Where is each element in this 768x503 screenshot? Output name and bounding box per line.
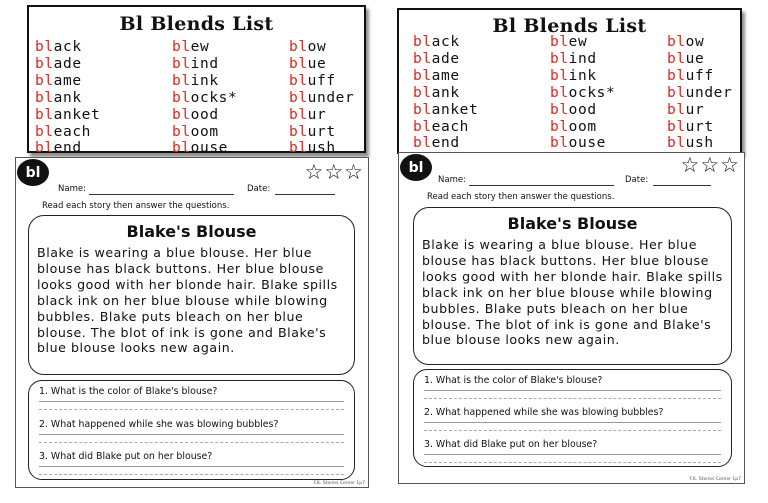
word-ending: ouse <box>190 140 228 157</box>
blend-word <box>550 102 667 119</box>
blend-word <box>172 90 289 107</box>
blend-prefix: bl <box>667 50 686 67</box>
name-label: Name: <box>58 184 86 194</box>
blend-prefix: bl <box>172 72 191 89</box>
word-ending: each <box>53 123 91 140</box>
blend-prefix: bl <box>667 34 686 50</box>
answer-line[interactable] <box>39 442 344 443</box>
footer-credit: F.K. Stories Corner 1p7 <box>689 477 741 482</box>
story-box <box>28 215 355 375</box>
blend-word <box>172 56 289 73</box>
blend-word <box>35 73 172 90</box>
blend-prefix: bl <box>172 55 191 72</box>
blend-word <box>550 119 667 136</box>
blend-prefix: bl <box>35 140 54 157</box>
blend-prefix: bl <box>550 135 569 152</box>
date-label: Date: <box>625 175 649 185</box>
blend-prefix: bl <box>172 106 191 123</box>
instructions: Read each story then answer the questions. <box>427 192 615 202</box>
blend-prefix: bl <box>667 135 686 152</box>
blend-prefix: bl <box>550 67 569 84</box>
blend-prefix: bl <box>550 50 569 67</box>
name-line[interactable] <box>89 194 234 195</box>
blend-prefix: bl <box>550 101 569 118</box>
answer-line[interactable] <box>424 390 721 391</box>
word-ending: ue <box>685 50 705 67</box>
word-ending: ow <box>307 39 327 55</box>
blends-list-right <box>397 8 742 154</box>
word-ending: ush <box>307 140 336 157</box>
blend-word <box>667 34 743 51</box>
answer-line[interactable] <box>39 401 344 402</box>
question-1: 1. What is the color of Blake's blouse? <box>424 375 603 386</box>
blend-word <box>35 90 172 107</box>
word-ending: ade <box>431 50 460 67</box>
blend-word <box>667 68 743 85</box>
blend-prefix: bl <box>550 118 569 135</box>
word-ending: ush <box>685 135 714 152</box>
blend-prefix: bl <box>413 135 432 152</box>
blend-prefix: bl <box>667 67 686 84</box>
blend-badge: bl <box>400 154 432 181</box>
question-2: 2. What happened while she was blowing bubbles? <box>39 419 279 430</box>
answer-line[interactable] <box>39 409 344 410</box>
blend-prefix: bl <box>550 84 569 101</box>
word-ending: ood <box>190 106 219 123</box>
story-text: Blake is wearing a blue blouse. Her blue blouse has black buttons. Her blue blouse looks good with her blonde hair. Blake spills black ink on her blue blouse while blowing bubbles. Blake puts bleach on her blue blouse. The blot of ink is gone and Blake's blue blouse looks new again. <box>37 245 338 356</box>
blend-word <box>289 39 365 56</box>
blend-word <box>550 68 667 85</box>
word-ending: oom <box>568 118 597 135</box>
blend-word <box>289 140 365 157</box>
word-ending: ade <box>53 55 82 72</box>
blend-word <box>413 34 550 51</box>
word-ending: ink <box>568 67 597 84</box>
blend-word <box>172 124 289 141</box>
blend-prefix: bl <box>289 140 308 157</box>
blend-word <box>35 140 172 157</box>
blend-prefix: bl <box>667 84 686 101</box>
blend-word <box>172 73 289 90</box>
blend-word <box>413 51 550 68</box>
worksheet-left <box>15 157 369 488</box>
blends-list-title: Bl Blends List <box>119 13 274 35</box>
question-1: 1. What is the color of Blake's blouse? <box>39 386 218 397</box>
answer-line[interactable] <box>39 434 344 435</box>
blend-prefix: bl <box>667 118 686 135</box>
word-ending: ank <box>431 84 460 101</box>
answer-line[interactable] <box>424 430 721 431</box>
blend-word <box>289 107 365 124</box>
word-ending: ow <box>685 34 705 50</box>
blend-prefix: bl <box>172 89 191 106</box>
question-2: 2. What happened while she was blowing bubbles? <box>424 407 664 418</box>
blend-prefix: bl <box>35 72 54 89</box>
blend-prefix: bl <box>667 101 686 118</box>
word-ending: anket <box>53 106 101 123</box>
worksheet-right <box>398 152 745 484</box>
blends-list-left <box>27 5 366 157</box>
blend-word <box>289 124 365 141</box>
blend-prefix: bl <box>413 34 432 50</box>
blend-prefix: bl <box>35 55 54 72</box>
blend-prefix: bl <box>550 34 569 50</box>
word-ending: ood <box>568 101 597 118</box>
word-ending: each <box>431 118 469 135</box>
blend-prefix: bl <box>289 89 308 106</box>
word-ending: urt <box>307 123 336 140</box>
blend-word <box>667 102 743 119</box>
blend-prefix: bl <box>289 123 308 140</box>
word-ending: urt <box>685 118 714 135</box>
story-box <box>413 207 732 365</box>
word-ending: end <box>431 135 460 152</box>
word-ending: anket <box>431 101 479 118</box>
blend-prefix: bl <box>35 106 54 123</box>
word-ending: ocks* <box>190 89 238 106</box>
blend-prefix: bl <box>172 123 191 140</box>
word-ending: ew <box>568 34 588 50</box>
blend-prefix: bl <box>413 50 432 67</box>
blend-prefix: bl <box>413 101 432 118</box>
blend-word <box>172 107 289 124</box>
word-ending: ind <box>568 50 597 67</box>
blend-word <box>667 135 743 152</box>
question-3: 3. What did Blake put on her blouse? <box>39 451 213 462</box>
story-title: Blake's Blouse <box>507 214 638 233</box>
blends-word-grid <box>35 39 365 157</box>
blend-prefix: bl <box>289 55 308 72</box>
blend-prefix: bl <box>413 67 432 84</box>
blend-word <box>35 107 172 124</box>
blend-word <box>289 56 365 73</box>
blend-badge: bl <box>17 159 49 186</box>
answer-line[interactable] <box>424 454 721 455</box>
instructions: Read each story then answer the questions. <box>42 201 230 211</box>
answer-line[interactable] <box>39 466 344 467</box>
story-title: Blake's Blouse <box>126 222 257 241</box>
word-ending: ind <box>190 55 219 72</box>
blend-prefix: bl <box>172 140 191 157</box>
date-line[interactable] <box>275 194 335 195</box>
word-ending: under <box>307 89 355 106</box>
blend-word <box>172 140 289 157</box>
date-line[interactable] <box>653 185 711 186</box>
blend-word <box>550 85 667 102</box>
word-ending: ur <box>685 101 705 118</box>
blend-word <box>413 68 550 85</box>
question-3: 3. What did Blake put on her blouse? <box>424 439 598 450</box>
blend-word <box>550 34 667 51</box>
name-label: Name: <box>438 175 466 185</box>
blend-word <box>667 51 743 68</box>
blend-word <box>35 56 172 73</box>
rating-stars: ☆☆☆ <box>680 153 740 177</box>
blend-word <box>35 39 172 56</box>
blend-word <box>413 102 550 119</box>
blend-word <box>667 85 743 102</box>
word-ending: ank <box>53 89 82 106</box>
blend-word <box>550 51 667 68</box>
blend-word <box>550 135 667 152</box>
word-ending: uff <box>307 72 336 89</box>
date-label: Date: <box>247 184 271 194</box>
rating-stars: ☆☆☆ <box>304 160 364 184</box>
answer-line[interactable] <box>424 422 721 423</box>
blend-prefix: bl <box>413 118 432 135</box>
word-ending: ack <box>431 34 460 50</box>
word-ending: ink <box>190 72 219 89</box>
blend-word <box>413 135 550 152</box>
word-ending: under <box>685 84 733 101</box>
word-ending: ew <box>190 39 210 55</box>
blend-prefix: bl <box>35 123 54 140</box>
word-ending: ouse <box>568 135 606 152</box>
questions-box <box>413 369 732 467</box>
word-ending: ocks* <box>568 84 616 101</box>
blend-prefix: bl <box>413 84 432 101</box>
word-ending: uff <box>685 67 714 84</box>
blend-prefix: bl <box>172 39 191 55</box>
word-ending: ur <box>307 106 327 123</box>
blend-prefix: bl <box>289 72 308 89</box>
blend-word <box>413 85 550 102</box>
blend-word <box>289 90 365 107</box>
word-ending: ack <box>53 39 82 55</box>
answer-line[interactable] <box>39 474 344 475</box>
blend-word <box>289 73 365 90</box>
blend-prefix: bl <box>289 39 308 55</box>
word-ending: ame <box>53 72 82 89</box>
blends-word-grid <box>413 34 743 152</box>
answer-line[interactable] <box>424 462 721 463</box>
word-ending: ue <box>307 55 327 72</box>
questions-box <box>28 380 355 480</box>
word-ending: oom <box>190 123 219 140</box>
blend-prefix: bl <box>35 89 54 106</box>
name-line[interactable] <box>469 185 614 186</box>
blend-word <box>172 39 289 56</box>
footer-credit: F.K. Stories Corner 1p7 <box>313 481 365 486</box>
story-text: Blake is wearing a blue blouse. Her blue blouse has black buttons. Her blue blouse looks good with her blonde hair. Blake spills black ink on her blue blouse while blowing bubbles. Blake puts bleach on her blue blouse. The blot of ink is gone and Blake's blue blouse looks new again. <box>422 237 723 348</box>
blends-list-title: Bl Blends List <box>492 15 647 37</box>
blend-word <box>413 119 550 136</box>
blend-word <box>35 124 172 141</box>
blend-word <box>667 119 743 136</box>
blend-prefix: bl <box>289 106 308 123</box>
word-ending: ame <box>431 67 460 84</box>
blend-prefix: bl <box>35 39 54 55</box>
word-ending: end <box>53 140 82 157</box>
answer-line[interactable] <box>424 398 721 399</box>
